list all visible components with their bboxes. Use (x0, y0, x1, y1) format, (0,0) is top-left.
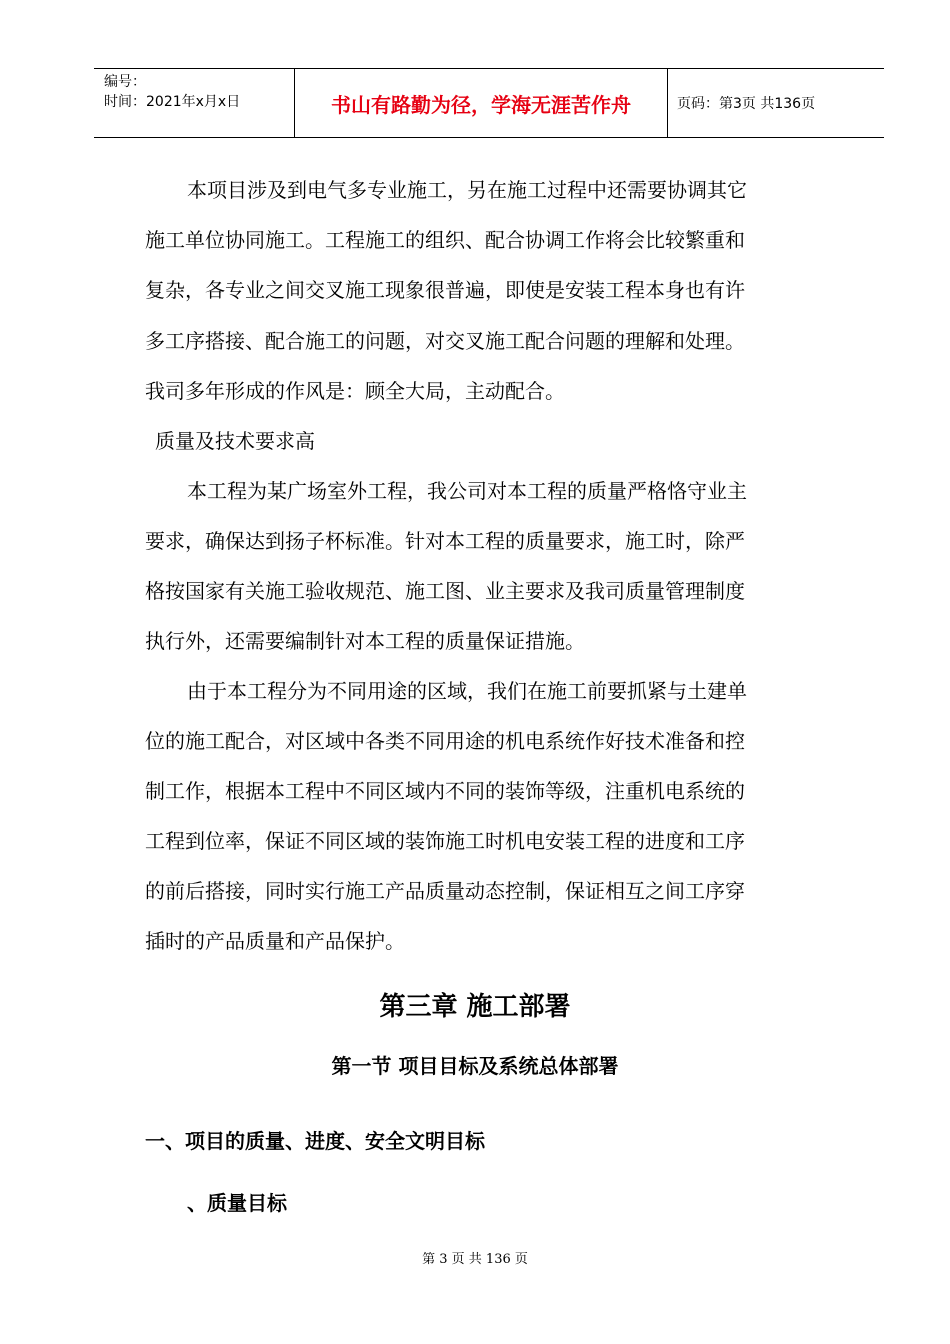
header-page-cell (667, 69, 884, 137)
page-info: 页码：第3页 共136页 (677, 96, 816, 112)
body-line: 多工序搭接、配合施工的问题，对交叉施工配合问题的理解和处理。 (145, 329, 745, 353)
body-line: 施工单位协同施工。工程施工的组织、配合协调工作将会比较繁重和 (145, 228, 745, 252)
time-label: 时间：2021年x月x日 (104, 94, 241, 110)
body-line: 制工作，根据本工程中不同区域内不同的装饰等级，注重机电系统的 (145, 779, 745, 803)
header-motto-cell (294, 69, 668, 137)
number-label: 编号： (104, 74, 146, 90)
body-line: 位的施工配合，对区域中各类不同用途的机电系统作好技术准备和控 (145, 729, 745, 753)
body-line: 我司多年形成的作风是：顾全大局，主动配合。 (145, 379, 565, 403)
heading-level-2: 、质量目标 (187, 1191, 287, 1215)
heading-level-1: 一、项目的质量、进度、安全文明目标 (145, 1129, 485, 1153)
body-line: 复杂，各专业之间交叉施工现象很普遍，即使是安装工程本身也有许 (145, 278, 745, 302)
body-line: 本项目涉及到电气多专业施工，另在施工过程中还需要协调其它 (187, 178, 747, 202)
body-line: 要求，确保达到扬子杯标准。针对本工程的质量要求，施工时，除严 (145, 529, 745, 553)
page-header (94, 68, 884, 138)
body-line: 由于本工程分为不同用途的区域，我们在施工前要抓紧与土建单 (187, 679, 747, 703)
body-line: 格按国家有关施工验收规范、施工图、业主要求及我司质量管理制度 (145, 579, 745, 603)
chapter-title: 第三章 施工部署 (379, 992, 571, 1022)
subheading-line: 质量及技术要求高 (155, 429, 315, 453)
page-footer: 第 3 页 共 136 页 (422, 1252, 528, 1267)
body-line: 的前后搭接，同时实行施工产品质量动态控制，保证相互之间工序穿 (145, 879, 745, 903)
body-line: 工程到位率，保证不同区域的装饰施工时机电安装工程的进度和工序 (145, 829, 745, 853)
section-title: 第一节 项目目标及系统总体部署 (331, 1054, 619, 1078)
body-line: 执行外，还需要编制针对本工程的质量保证措施。 (145, 629, 585, 653)
header-left-cell (94, 69, 294, 137)
body-line: 本工程为某广场室外工程，我公司对本工程的质量严格恪守业主 (187, 479, 747, 503)
body-line: 插时的产品质量和产品保护。 (145, 929, 405, 953)
motto-text: 书山有路勤为径，学海无涯苦作舟 (331, 92, 631, 117)
